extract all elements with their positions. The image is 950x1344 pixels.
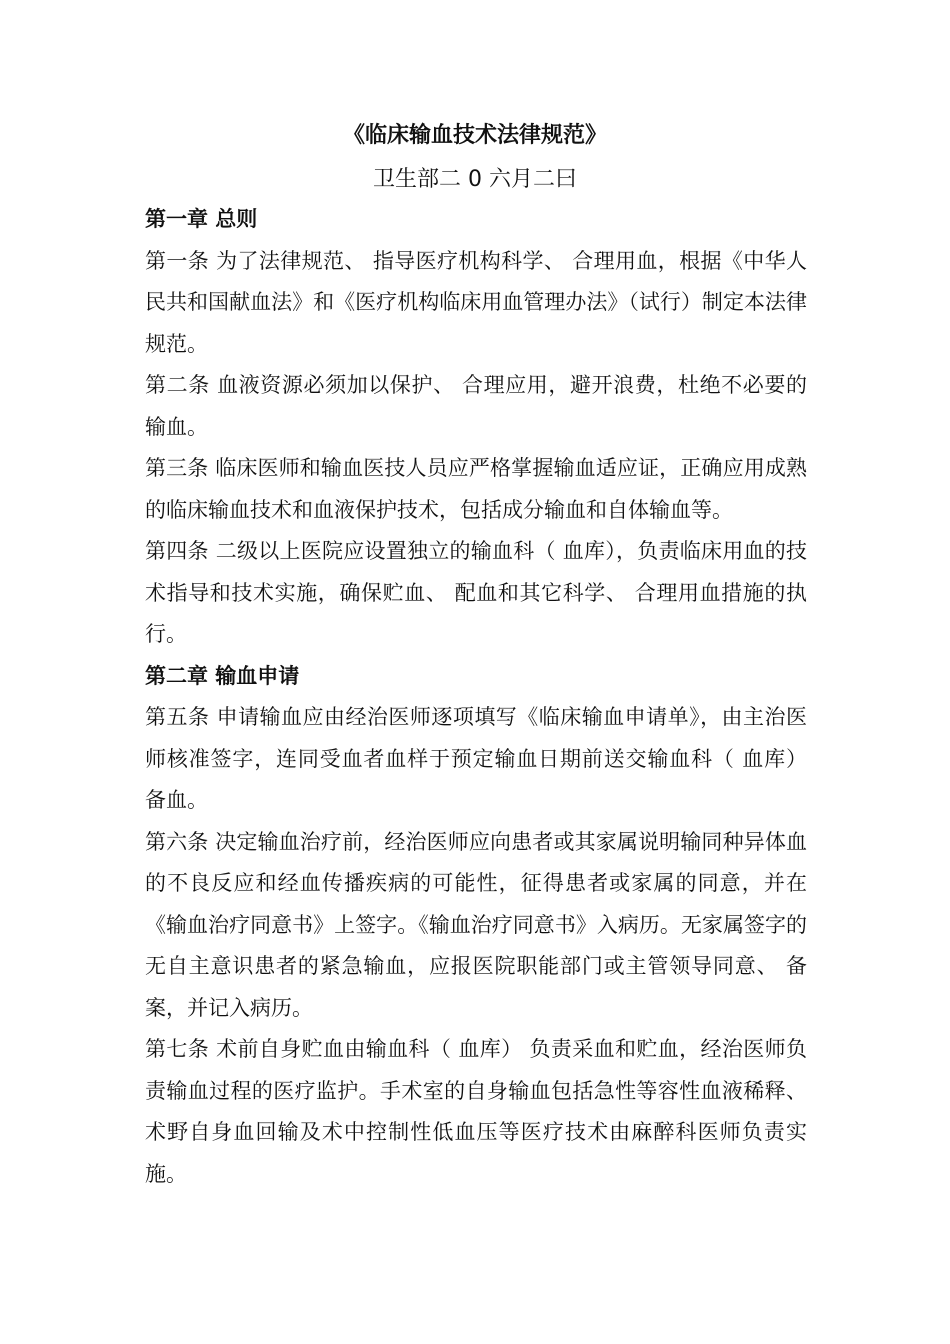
- article-3: 第三条 临床医师和输血医技人员应严格掌握输血适应证，正确应用成熟的临床输血技术和血液保护技术，包括成分输血和自体输血等。: [145, 456, 807, 522]
- article-2: 第二条 血液资源必须加以保护、 合理应用，避开浪费，杜绝不必要的输血。: [145, 373, 807, 439]
- article-5: 第五条 申请输血应由经治医师逐项填写《临床输血申请单》，由主治医师核准签字，连同受血者血样于预定输血日期前送交输血科（ 血库） 备血。: [145, 705, 807, 812]
- article-7: 第七条 术前自身贮血由输血科（ 血库） 负责采血和贮血，经治医师负责输血过程的医疗监护。手术室的自身输血包括急性等容性血液稀释、 术野自身血回输及术中控制性低血压等医疗技术由麻醉科医师负责实施。: [145, 1037, 807, 1186]
- chapter-heading-1: 第一章 总则: [145, 207, 258, 231]
- article-1: 第一条 为了法律规范、 指导医疗机构科学、 合理用血，根据《中华人民共和国献血法》和《医疗机构临床用血管理办法》（试行）制定本法律规范。: [145, 248, 807, 356]
- document-body: [145, 199, 807, 1195]
- article-4: 第四条 二级以上医院应设置独立的输血科（ 血库），负责临床用血的技术指导和技术实施，确保贮血、 配血和其它科学、 合理用血措施的执行。: [145, 539, 807, 646]
- chapter-heading-2: 第二章 输血申请: [145, 663, 300, 688]
- article-6: 第六条 决定输血治疗前，经治医师应向患者或其家属说明输同种异体血的不良反应和经血传播疾病的可能性，征得患者或家属的同意，并在《输血治疗同意书》上签字。《输血治疗同意书》入病历。无家属签字的无自主意识患者的紧急输血，应报医院职能部门或主管领导同意、 备案，并记入病历。: [145, 829, 807, 1020]
- document-issuer-date: 卫生部二 0 六月二曰: [373, 167, 577, 192]
- document-title: 《临床输血技术法律规范》: [342, 123, 607, 148]
